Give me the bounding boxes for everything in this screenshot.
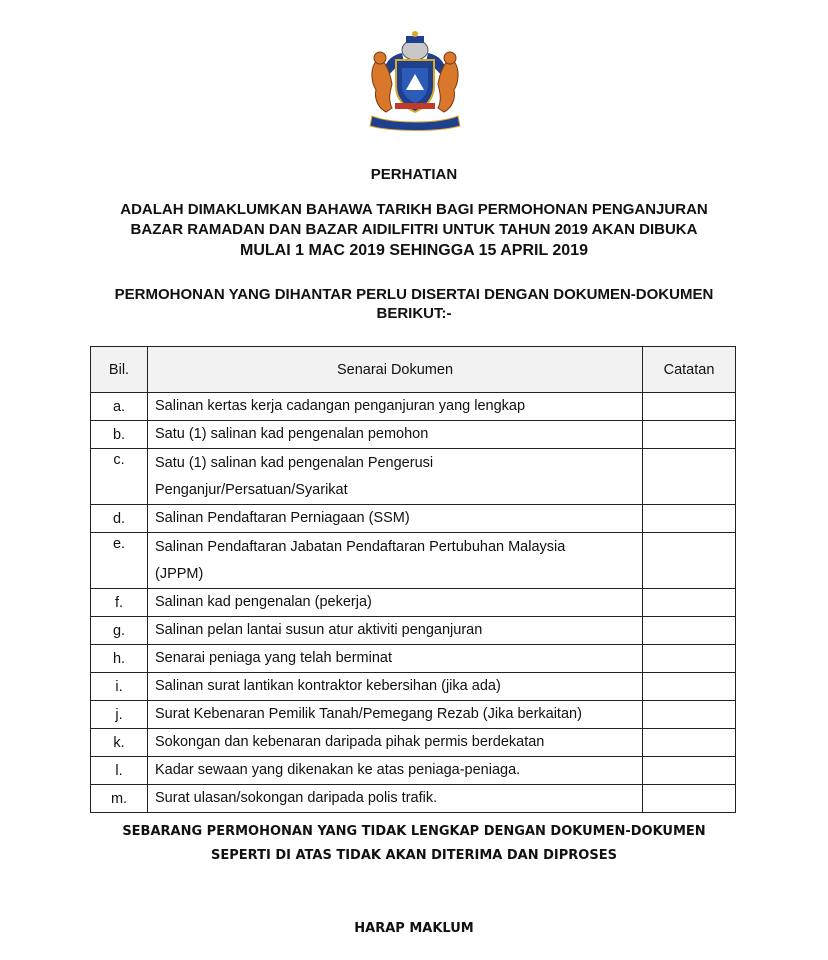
row-number: c. [91, 449, 148, 505]
document-line: Surat ulasan/sokongan daripada polis trafik. [155, 790, 438, 806]
document-line: Satu (1) salinan kad pengenalan Pengerusi [155, 454, 434, 471]
row-number: h. [91, 645, 148, 673]
header-bil: Bil. [91, 347, 148, 393]
document-line: Salinan Pendaftaran Perniagaan (SSM) [155, 510, 410, 526]
remarks-cell [643, 645, 736, 673]
notice-line-2: BAZAR RAMADAN DAN BAZAR AIDILFITRI UNTUK TAHUN 2019 AKAN DIBUKA [130, 221, 698, 238]
page-heading: PERHATIAN [370, 166, 458, 183]
table-row [91, 673, 736, 701]
document-line: Salinan Pendaftaran Jabatan Pendaftaran Pertubuhan Malaysia [155, 538, 566, 555]
remarks-cell [643, 729, 736, 757]
table-row [91, 505, 736, 533]
table-row [91, 701, 736, 729]
document-line: (JPPM) [155, 565, 204, 582]
table-row [91, 645, 736, 673]
document-name [148, 589, 643, 617]
document-line: Salinan surat lantikan kontraktor kebersihan (jika ada) [155, 678, 501, 694]
requirement-line-2: BERIKUT:- [376, 305, 452, 322]
document-line: Salinan kad pengenalan (pekerja) [155, 594, 372, 610]
row-number: k. [91, 729, 148, 757]
table-row [91, 533, 736, 589]
document-line: Sokongan dan kebenaran daripada pihak permis berdekatan [155, 734, 545, 750]
remarks-cell [643, 533, 736, 589]
document-name [148, 645, 643, 673]
row-number: d. [91, 505, 148, 533]
row-number: l. [91, 757, 148, 785]
remarks-cell [643, 589, 736, 617]
document-line: Satu (1) salinan kad pengenalan pemohon [155, 426, 429, 442]
document-name [148, 757, 643, 785]
notice-line-1: ADALAH DIMAKLUMKAN BAHAWA TARIKH BAGI PERMOHONAN PENGANJURAN [120, 201, 708, 218]
document-name [148, 673, 643, 701]
closing-text: HARAP MAKLUM [354, 921, 474, 936]
document-name [148, 393, 643, 421]
row-number: a. [91, 393, 148, 421]
document-name [148, 701, 643, 729]
document-name [148, 505, 643, 533]
remarks-cell [643, 505, 736, 533]
document-line: Surat Kebenaran Pemilik Tanah/Pemegang Rezab (Jika berkaitan) [155, 706, 582, 722]
table-row [91, 421, 736, 449]
footer-warning-line-1: SEBARANG PERMOHONAN YANG TIDAK LENGKAP DENGAN DOKUMEN-DOKUMEN [122, 824, 706, 839]
document-line: Kadar sewaan yang dikenakan ke atas peniaga-peniaga. [155, 762, 521, 778]
header-catatan: Catatan [643, 347, 736, 393]
document-name [148, 785, 643, 813]
table-row [91, 729, 736, 757]
remarks-cell [643, 785, 736, 813]
document-name [148, 729, 643, 757]
table-header-row [91, 347, 736, 393]
remarks-cell [643, 757, 736, 785]
table-row [91, 785, 736, 813]
document-line: Salinan kertas kerja cadangan penganjuran yang lengkap [155, 398, 526, 414]
document-line: Salinan pelan lantai susun atur aktiviti penganjuran [155, 622, 483, 638]
requirement-line-1: PERMOHONAN YANG DIHANTAR PERLU DISERTAI DENGAN DOKUMEN-DOKUMEN [114, 286, 714, 303]
document-line: Senarai peniaga yang telah berminat [155, 650, 392, 666]
remarks-cell [643, 701, 736, 729]
row-number: b. [91, 421, 148, 449]
remarks-cell [643, 421, 736, 449]
document-name [148, 449, 643, 505]
document-checklist-table [90, 346, 736, 813]
row-number: m. [91, 785, 148, 813]
table-row [91, 757, 736, 785]
notice-date-range: MULAI 1 MAC 2019 SEHINGGA 15 APRIL 2019 [240, 242, 588, 259]
row-number: i. [91, 673, 148, 701]
remarks-cell [643, 673, 736, 701]
table-row [91, 393, 736, 421]
row-number: f. [91, 589, 148, 617]
table-row [91, 589, 736, 617]
document-name [148, 617, 643, 645]
row-number: g. [91, 617, 148, 645]
table-row [91, 449, 736, 505]
remarks-cell [643, 449, 736, 505]
row-number: j. [91, 701, 148, 729]
remarks-cell [643, 393, 736, 421]
city-council-crest-logo [362, 28, 468, 132]
footer-warning-line-2: SEPERTI DI ATAS TIDAK AKAN DITERIMA DAN DIPROSES [211, 848, 617, 863]
remarks-cell [643, 617, 736, 645]
document-name [148, 421, 643, 449]
document-line: Penganjur/Persatuan/Syarikat [155, 481, 348, 498]
document-name [148, 533, 643, 589]
table-row [91, 617, 736, 645]
row-number: e. [91, 533, 148, 589]
header-senarai-dokumen: Senarai Dokumen [148, 347, 643, 393]
